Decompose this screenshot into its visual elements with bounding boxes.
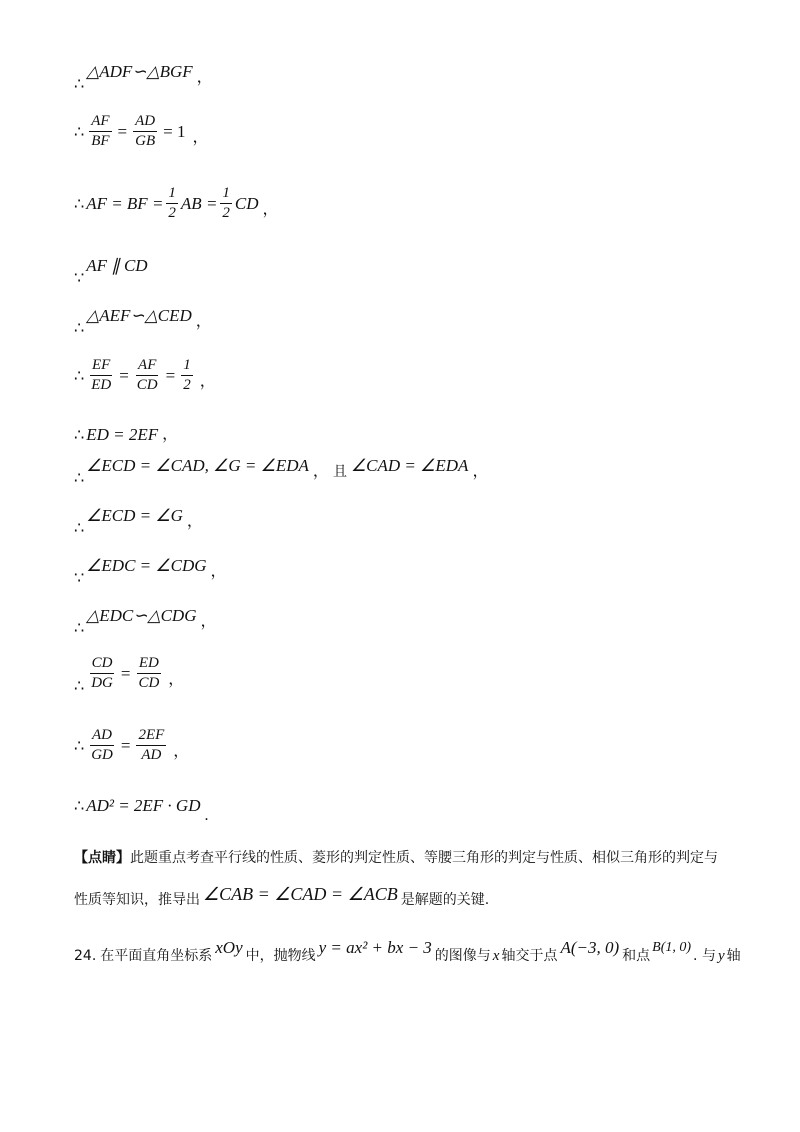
numerator: AD [133, 112, 157, 132]
fraction [136, 654, 161, 693]
step-ecd-eq-g [74, 506, 203, 537]
math-expression: y = ax² + bx − 3 [318, 938, 432, 957]
math-expression: xOy [215, 938, 243, 957]
denominator: 2 [168, 205, 176, 221]
therefore-symbol: ∴ [74, 365, 85, 385]
therefore-symbol: ∴ [74, 618, 85, 637]
equals: = [165, 365, 176, 385]
math-expression: ∠ECD = ∠G [86, 506, 183, 525]
therefore-symbol: ∴ [74, 518, 85, 537]
math-expression: x [492, 948, 500, 964]
denominator: GD [91, 747, 113, 763]
denominator: 2 [183, 377, 191, 393]
math-expression: AF ∥ CD [86, 256, 148, 275]
equals: = [119, 365, 129, 385]
therefore-symbol: ∴ [74, 425, 85, 444]
math-expression: B(1, 0) [652, 940, 692, 955]
denominator: 2 [222, 205, 230, 221]
math-expression: CD [234, 193, 259, 213]
numerator: AF [89, 112, 111, 132]
problem-text: 的图像与 [434, 948, 491, 964]
math-expression: △AEF∽△CED [86, 306, 192, 325]
math-expression: AB = [180, 193, 218, 213]
math-expression: y [717, 948, 725, 964]
denominator: DG [91, 675, 113, 691]
numerator: 1 [220, 184, 232, 204]
problem-text: 中，抛物线 [245, 948, 316, 964]
period: . [204, 807, 209, 824]
fraction [89, 726, 115, 765]
numerator: AD [90, 726, 114, 746]
comma: ， [173, 742, 190, 760]
denominator: CD [138, 675, 160, 691]
denominator: CD [136, 377, 158, 393]
fraction [136, 726, 166, 765]
numerator: 2EF [136, 726, 166, 746]
numerator: EF [90, 356, 112, 376]
numerator: 1 [181, 356, 193, 376]
step-similar-aef-ced [74, 306, 212, 337]
therefore-symbol: ∴ [74, 318, 85, 337]
therefore-symbol: ∴ [74, 193, 85, 213]
comment-paragraph [74, 848, 734, 910]
fraction [166, 184, 178, 223]
step-edc-eq-cdg [74, 556, 227, 587]
comma: ， [195, 313, 212, 330]
comma: ， [262, 200, 279, 218]
problem-text: 轴交于点 [501, 948, 558, 964]
fraction [220, 184, 232, 223]
comma: ， [162, 426, 179, 443]
fraction [135, 356, 160, 395]
problem-text: 和点 [622, 948, 651, 964]
comma: ， [199, 372, 216, 390]
therefore-symbol: ∴ [74, 675, 85, 695]
denominator: ED [91, 377, 112, 393]
step-ratio-cd-dg [74, 654, 184, 693]
comma: ， [196, 69, 213, 86]
comment-text: 此题重点考查平行线的性质、菱形的判定性质、等腰三角形的判定与性质、相似三角形的判定与 [130, 850, 718, 866]
equals-one: = 1 [163, 121, 186, 141]
comment-text: 性质等知识，推导出 [74, 892, 200, 908]
therefore-symbol: ∴ [74, 468, 85, 487]
denominator: BF [91, 133, 110, 149]
equals: = [120, 663, 131, 683]
problem-text: 轴 [726, 948, 741, 964]
math-expression: △ADF∽△BGF [86, 62, 193, 81]
therefore-symbol: ∴ [74, 121, 85, 141]
equals: = [117, 121, 128, 141]
fraction [181, 356, 193, 395]
fraction [89, 356, 113, 395]
comma: ， [192, 128, 209, 146]
comment-line-2 [74, 884, 734, 910]
comma: ， [186, 513, 203, 530]
comment-line-1 [74, 848, 734, 868]
therefore-symbol: ∴ [74, 735, 85, 755]
step-ratio-af-bf [74, 112, 208, 151]
step-ratio-ad-gd [74, 726, 189, 765]
numerator: ED [137, 654, 161, 674]
math-expression: A(−3, 0) [560, 938, 620, 957]
comma: ， [200, 613, 217, 630]
problem-number: 24. [74, 948, 97, 964]
denominator: AD [141, 747, 162, 763]
comma: ， [168, 670, 185, 688]
denominator: GB [135, 133, 156, 149]
step-af-bf-half [74, 184, 279, 223]
math-expression: AD² = 2EF · GD [86, 796, 201, 815]
comment-text: 是解题的关键. [400, 892, 490, 908]
math-expression: ∠EDC = ∠CDG [86, 556, 207, 575]
problem-text: 在平面直角坐标系 [100, 948, 213, 964]
math-expression: △EDC∽△CDG [86, 606, 197, 625]
comma: ， [210, 563, 227, 580]
numerator: AF [136, 356, 158, 376]
conjunction-text: 且 [332, 464, 347, 480]
therefore-symbol: ∴ [74, 74, 85, 93]
equals: = [120, 735, 131, 755]
step-af-parallel-cd [74, 256, 148, 287]
numerator: CD [90, 654, 115, 674]
step-similar-edc-cdg [74, 606, 217, 637]
step-conclusion [74, 796, 209, 824]
because-symbol: ∵ [74, 268, 85, 287]
fraction [89, 112, 111, 151]
math-expression: ∠CAB = ∠CAD = ∠ACB [203, 884, 398, 904]
problem-text: . 与 [693, 948, 716, 964]
step-angle-relations [74, 456, 489, 487]
math-expression: ∠CAD = ∠EDA [350, 456, 469, 475]
step-ed-2ef [74, 425, 178, 445]
fraction [133, 112, 157, 151]
comment-tag: 【点睛】 [74, 850, 130, 866]
comma: ， [472, 463, 489, 480]
step-similar-adf-bgf [74, 62, 213, 93]
fraction [89, 654, 115, 693]
math-expression: ED = 2EF [86, 425, 159, 444]
because-symbol: ∵ [74, 568, 85, 587]
therefore-symbol: ∴ [74, 796, 85, 815]
math-expression: AF = BF = [86, 193, 164, 213]
math-expression: ∠ECD = ∠CAD, ∠G = ∠EDA [86, 456, 309, 475]
step-ratio-ef-ed [74, 356, 216, 395]
comma: ， [312, 463, 329, 480]
problem-24 [74, 938, 754, 966]
numerator: 1 [166, 184, 178, 204]
